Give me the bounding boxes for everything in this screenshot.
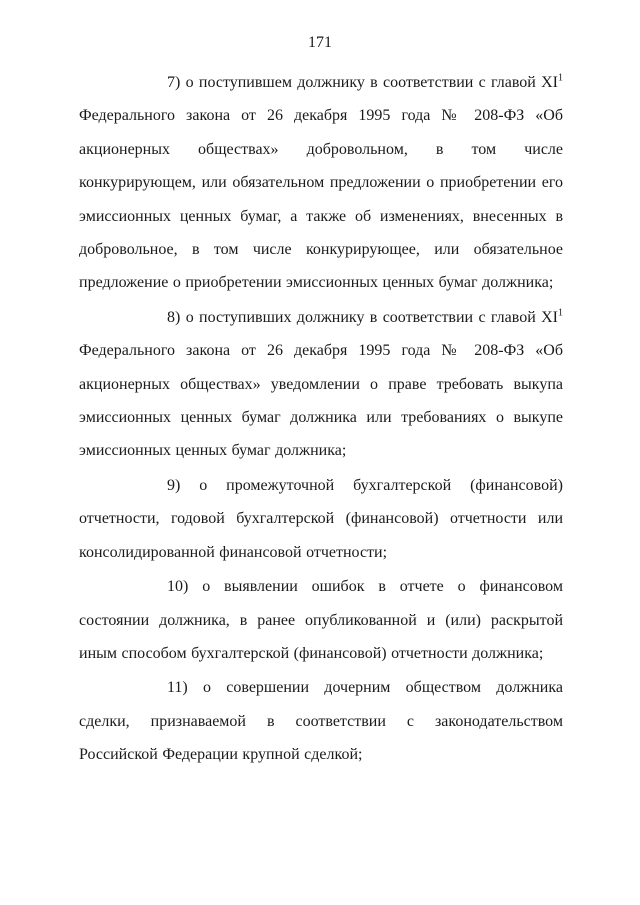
item-number: 9) [167,476,181,494]
list-item [79,66,563,300]
list-item [79,301,563,468]
superscript: 1 [558,72,564,84]
superscript: 1 [558,307,563,319]
item-text: о поступившем должнику в соответствии с главой XI [185,74,559,91]
item-text-continued: Федерального закона от 26 декабря 1995 года № 208-ФЗ «Об акционерных обществах» добровольном, в том числе конкурирующем, или обязательном предложении о приобретении его эмиссионных ценных бумаг, а также об изменениях, внесенных в добровольное, в том числе конкурирующее, или обязательное предложение о приобретении эмиссионных ценных бумаг должника; [79,107,563,292]
list-item [79,570,563,670]
item-number: 8) [167,308,181,326]
item-number: 11) [167,679,188,697]
item-text: о совершении дочерним обществом должника сделки, признаваемой в соответствии с законодательством Российской Федерации крупной сделкой; [79,679,563,764]
list-item [79,469,563,569]
item-text: о выявлении ошибок в отчете о финансовом состоянии должника, в ранее опубликованной и (или) раскрытой иным способом бухгалтерской (финансовой) отчетности должника; [79,578,563,662]
page-number: 171 [308,34,332,51]
document-body [79,66,563,773]
item-text: о промежуточной бухгалтерской (финансовой) отчетности, годовой бухгалтерской (финансовой) отчетности или консолидированной финансовой отчетности; [79,476,563,561]
item-number: 7) [167,74,181,91]
item-text: о поступивших должнику в соответствии с главой XI [185,308,558,326]
item-text-continued: Федерального закона от 26 декабря 1995 года № 208-ФЗ «Об акционерных обществах» уведомлении о праве требовать выкупа эмиссионных ценных бумаг должника или требованиях о выкупе эмиссионных ценных бумаг должника; [79,342,563,460]
item-number: 10) [167,578,189,596]
list-item [79,671,563,771]
